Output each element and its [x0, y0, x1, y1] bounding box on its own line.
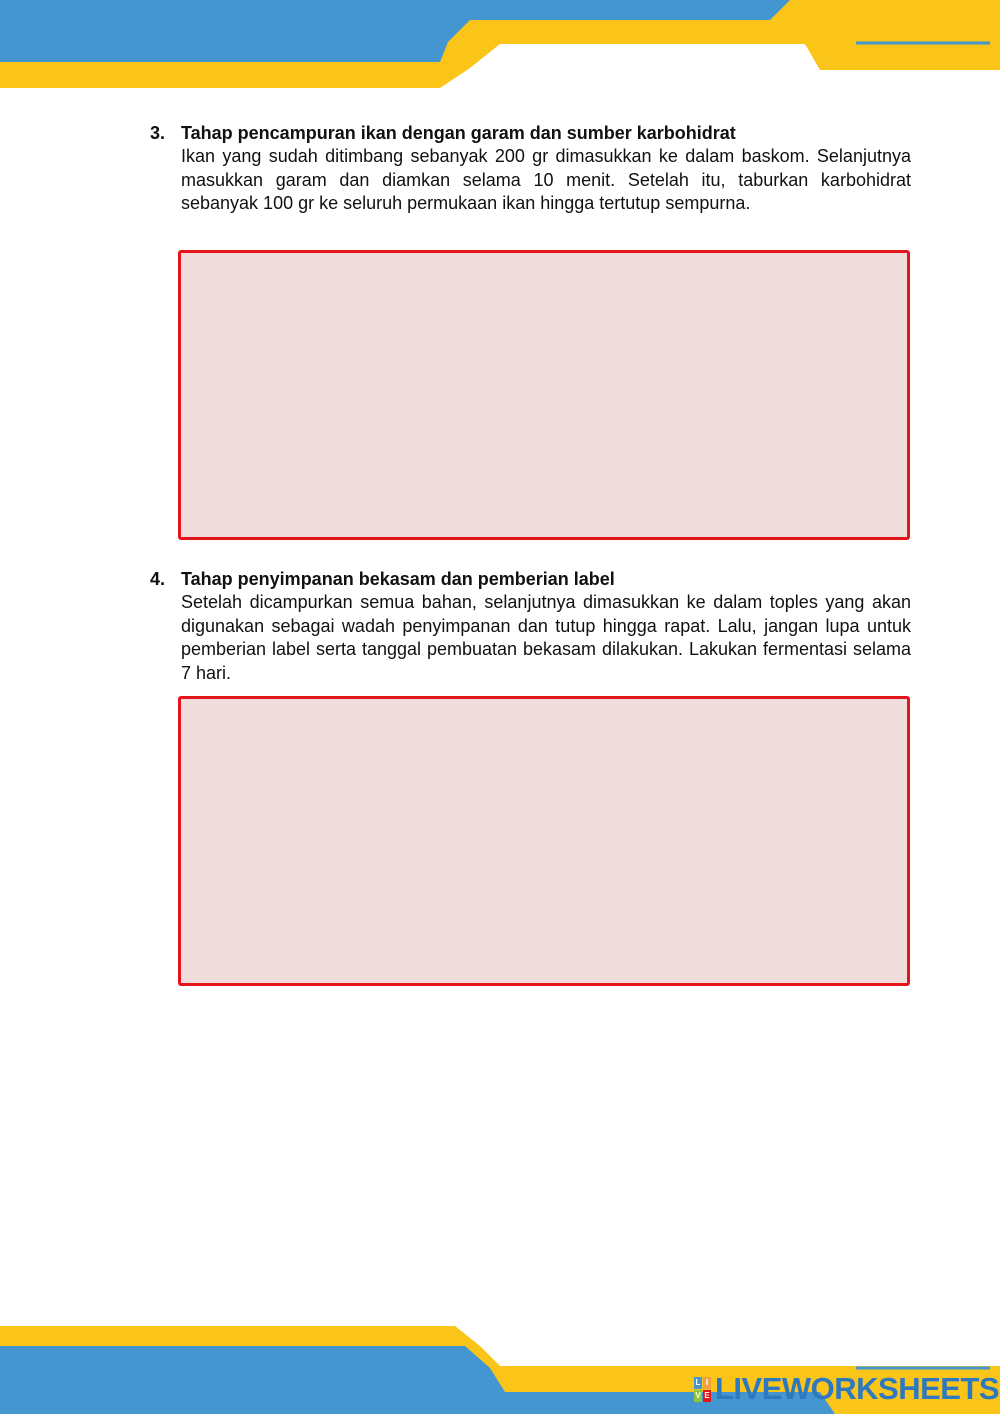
section-body: Setelah dicampurkan semua bahan, selanjutnya dimasukkan ke dalam toples yang akan digunakan sebagai wadah penyimpanan dan tutup hingga rapat. Lalu, jangan lupa untuk pemberian label serta tanggal pembuatan bekasam dilakukan. Lakukan fermentasi selama 7 hari.: [181, 592, 911, 683]
section-number: 3.: [150, 123, 166, 143]
answer-box-4[interactable]: [178, 696, 910, 986]
top-banner: [0, 0, 1000, 90]
section-body: Ikan yang sudah ditimbang sebanyak 200 gr dimasukkan ke dalam baskom. Selanjutnya masukkan garam dan diamkan selama 10 menit. Setelah itu, taburkan karbohidrat sebanyak 100 gr ke seluruh permukaan ikan hingga tertutup sempurna.: [181, 146, 911, 214]
section-title: Tahap pencampuran ikan dengan garam dan sumber karbohidrat: [181, 123, 736, 143]
section-number: 4.: [150, 569, 166, 589]
liveworksheets-logo: [694, 1373, 999, 1405]
answer-box-3[interactable]: [178, 250, 910, 540]
logo-mark-icon: L I V E: [695, 1378, 710, 1400]
logo-text: LIVEWORKSHEETS: [715, 1371, 1000, 1406]
section-title: Tahap penyimpanan bekasam dan pemberian label: [181, 569, 615, 589]
